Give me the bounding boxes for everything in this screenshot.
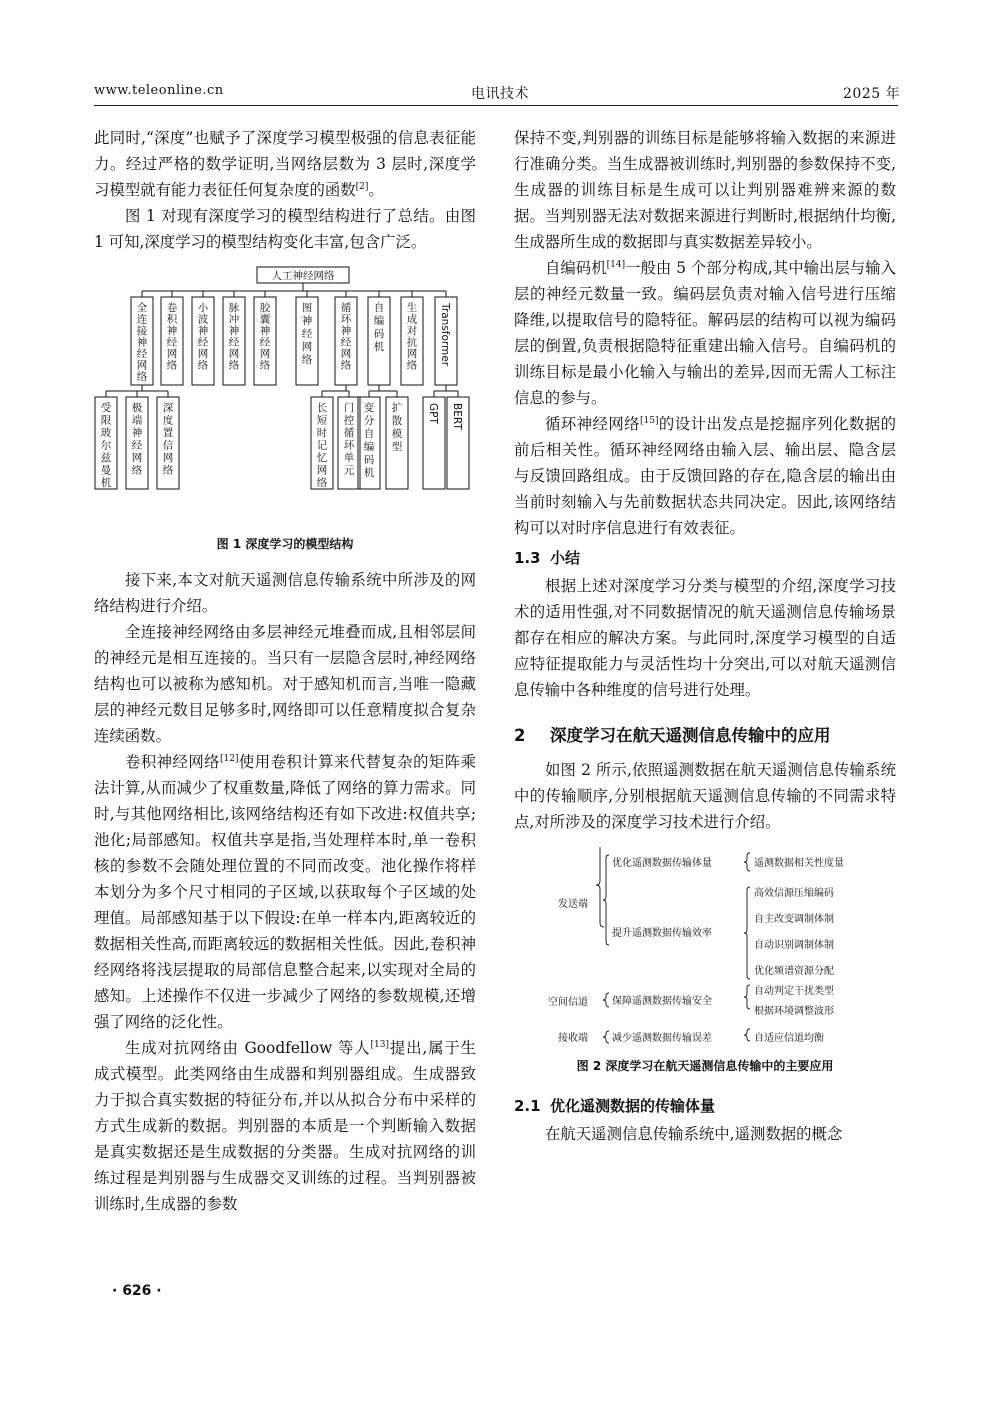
figure-1-diagram [94,263,476,523]
figure-2-diagram [514,847,896,1047]
model-node-label: 卷积神经网络 [166,302,178,372]
model-node-label: 小波神经网络 [197,302,209,372]
paragraph: 全连接神经网络由多层神经元堆叠而成,且相邻层间的神经元是相互连接的。当只有一层隐含层时,神经网络结构也可以被称为感知机。对于感知机而言,当唯一隐藏层的神经元数目足够多时,网络即可以任意精度拟合复杂连续函数。 [94,623,476,745]
fc-child-label: 受限玻尔兹曼机 [100,402,112,489]
opt-item: 遥测数据相关性度量 [754,858,844,869]
left-column [94,125,476,1217]
paragraph: 在航天遥测信息传输系统中,遥测数据的概念 [545,1125,843,1143]
paragraph: 图 1 对现有深度学习的模型结构进行了总结。由图 1 可知,深度学习的模型结构变化丰富,包含广泛。 [94,207,476,251]
header-site: www.teleonline.cn [94,83,224,98]
right-column [514,125,896,1147]
send-label: 发送端 [558,899,588,910]
eff-item: 优化频谱资源分配 [754,966,834,977]
model-node-label: 脉冲神经网络 [228,302,240,372]
model-node-label: 图神经网络 [301,302,313,366]
figure-2 [514,847,896,1075]
opt-label: 优化遥测数据传输体量 [612,858,712,869]
paragraph: 保持不变,判别器的训练目标是能够将输入数据的来源进行准确分类。当生成器被训练时,判别器的参数保持不变,生成器的训练目标是生成可以让判别器难辨来源的数据。当判别器无法对数据来源进行判断时,根据纳什均衡,生成器所生成的数据即与真实数据差异较小。 [514,129,896,251]
model-node-label: Transformer [439,303,451,367]
eff-item: 高效信源压缩编码 [754,888,834,899]
rnn-child-label: 门控循环单元 [343,402,355,477]
model-node-label: 自编码机 [373,302,385,353]
section-2-heading: 2 深度学习在航天遥测信息传输中的应用 [514,726,831,745]
err-label: 减少遥测数据传输误差 [612,1033,712,1044]
transformer-child-label: GPT [427,403,439,424]
page-number: · 626 · [112,1283,162,1299]
paragraph: 此同时,“深度”也赋予了深度学习模型极强的信息表征能力。经过严格的数学证明,当网络层数为 3 层时,深度学习模型就有能力表征任何复杂度的函数[2]。 [94,129,476,199]
root-label: 人工神经网络 [271,270,335,282]
eff-item: 自主改变调制体制 [754,914,834,925]
section-1-3-heading: 1.3 小结 [514,549,581,567]
err-item: 自适应信道均衡 [754,1033,824,1044]
fc-child-label: 极端神经网络 [131,402,143,477]
paragraph: 生成对抗网络由 Goodfellow 等人[13]提出,属于生成式模型。此类网络由生成器和判别器组成。生成器致力于拟合真实数据的特征分布,并以从拟合分布中采样的方式生成新的数据。判别器的本质是一个判断输入数据是真实数据还是生成数据的分类器。生成对抗网络的训练过程是判别器与生成器交叉训练的过程。当判别器被训练时,生成器的参数 [94,1039,476,1213]
channel-label: 空间信道 [548,997,588,1008]
paragraph: 根据上述对深度学习分类与模型的介绍,深度学习技术的适用性强,对不同数据情况的航天遥测信息传输场景都存在相应的解决方案。与此同时,深度学习模型的自适应特征提取能力与灵活性均十分突出,可以对航天遥测信息传输中各种维度的信号进行处理。 [514,577,896,699]
model-node-label: 循环神经网络 [340,302,352,372]
figure-1 [94,263,476,553]
figure-2-caption: 图 2 深度学习在航天遥测信息传输中的主要应用 [576,1059,834,1073]
section-2-1-heading: 2.1 优化遥测数据的传输体量 [514,1097,716,1115]
transformer-child-label: BERT [451,403,463,430]
ae-child-label: 变分自编码机 [363,402,375,479]
header-journal: 电讯技术 [471,86,529,102]
fc-child-label: 深度置信网络 [162,402,174,477]
paragraph: 如图 2 所示,依照遥测数据在航天遥测信息传输系统中的传输顺序,分别根据航天遥测信息传输的不同需求特点,对所涉及的深度学习技术进行介绍。 [514,761,896,831]
header-year: 2025 年 [843,86,901,102]
model-node-label: 胶囊神经网络 [259,302,271,372]
receive-label: 接收端 [558,1033,588,1044]
rnn-child-label: 长短时记忆网络 [316,402,328,489]
safe-label: 保障遥测数据传输安全 [612,996,712,1007]
safe-item: 根据环境调整波形 [754,1006,834,1017]
paragraph: 接下来,本文对航天遥测信息传输系统中所涉及的网络结构进行介绍。 [94,571,476,615]
eff-label: 提升遥测数据传输效率 [612,928,712,939]
model-node-label: 全连接神经网络 [136,302,148,383]
paragraph: 循环神经网络[15]的设计出发点是挖掘序列化数据的前后相关性。循环神经网络由输入层、输出层、隐含层与反馈回路组成。由于反馈回路的存在,隐含层的输出由当前时刻输入与先前数据状态共同决定。因此,该网络结构可以对时序信息进行有效表征。 [514,415,896,537]
ae-child-label: 扩散模型 [391,402,403,453]
eff-item: 自动识别调制体制 [754,940,834,951]
figure-1-caption: 图 1 深度学习的模型结构 [216,537,354,551]
model-node-label: 生成对抗网络 [406,302,418,372]
safe-item: 自动判定干扰类型 [754,986,834,997]
paragraph: 卷积神经网络[12]使用卷积计算来代替复杂的矩阵乘法计算,从而减少了权重数量,降低了网络的算力需求。同时,与其他网络相比,该网络结构还有如下改进:权值共享;池化;局部感知。权值共享是指,当处理样本时,单一卷积核的参数不会随处理位置的不同而改变。池化操作将样本划分为多个尺寸相同的子区域,以获取每个子区域的处理值。局部感知基于以下假设:在单一样本内,距离较近的数据相关性高,而距离较远的数据相关性低。因此,卷积神经网络将浅层提取的局部信息整合起来,以实现对全局的感知。上述操作不仅进一步减少了网络的参数规模,还增强了网络的泛化性。 [94,753,476,1031]
paragraph: 自编码机[14]一般由 5 个部分构成,其中输出层与输入层的神经元数量一致。编码层负责对输入信号进行压缩降维,以提取信号的隐特征。解码层的结构可以视为编码层的倒置,负责根据隐特征重建出输入信号。自编码机的训练目标是最小化输入与输出的差异,因而无需人工标注信息的参与。 [514,259,896,407]
header-rule [94,105,898,106]
